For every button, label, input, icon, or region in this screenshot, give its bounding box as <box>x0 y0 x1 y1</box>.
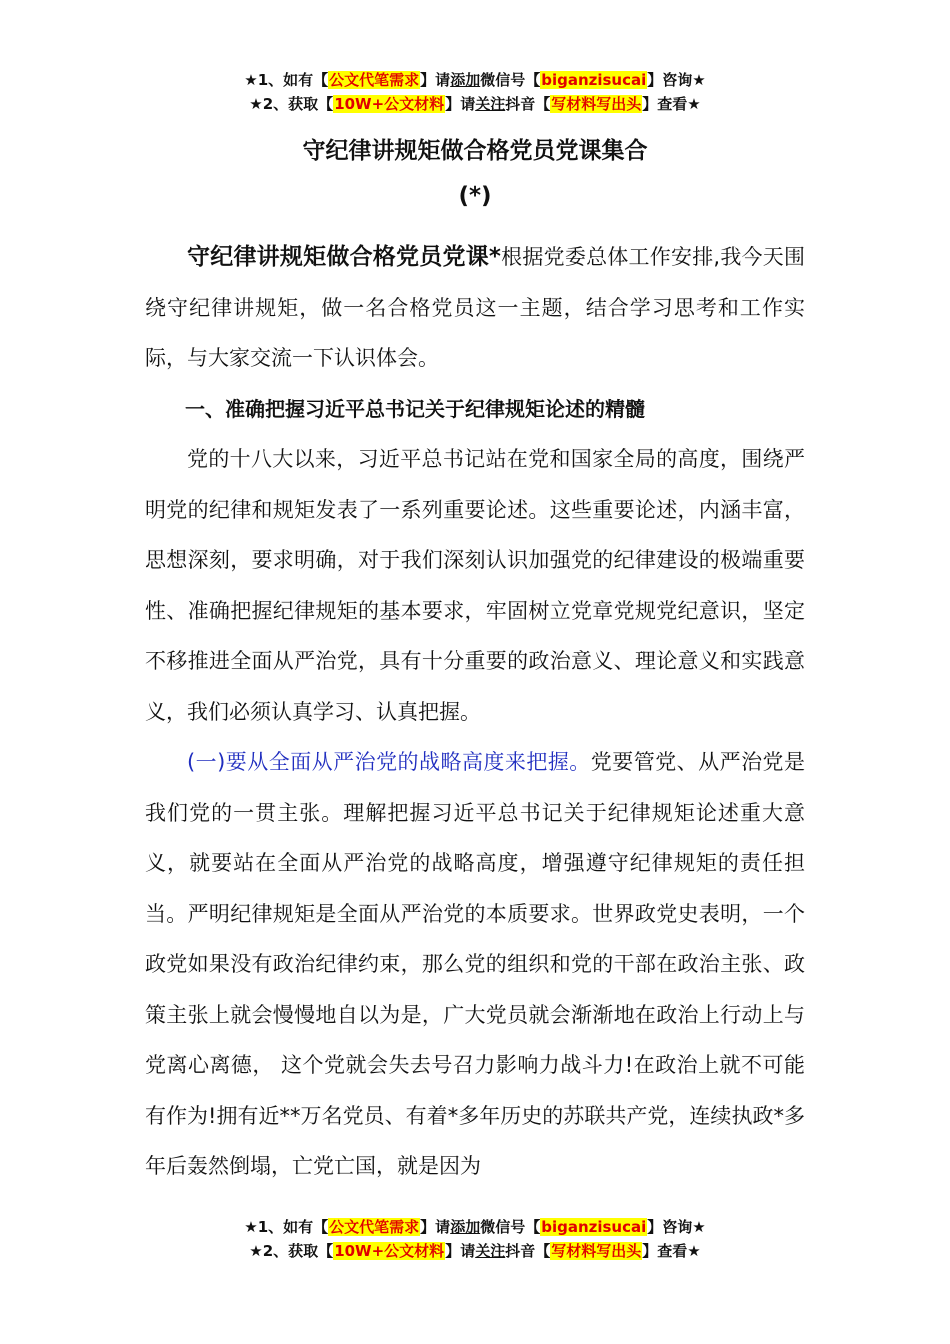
subsection-text-1: 党要管党、从严治党是我们党的一贯主张。理解把握习近平总书记关于纪律规矩论述重大意义，就要站在全面从严治党的战略高度，增强遵守纪律规矩的责任担当。严明纪律规矩是全面从严治党的本质要求。世界政党史表明，一个政党如果没有政治纪律约束，那么党的组织和党的干部在政治主张、政策主张上就会慢慢地自以为是，广大党员就会渐渐地在政治上行动上与党离心离德， 这个党就会失去号召力影响力战斗力!在政治上就不可能有作为!拥有近**万名党员、有着*多年历史的苏联共产党，连续执政*多年后轰然倒塌，亡党亡国，就是因为 <box>145 750 806 1178</box>
banner-underline: 添加 <box>450 1218 481 1236</box>
banner-text: 】咨询★ <box>647 1218 706 1236</box>
banner-text: 】请 <box>445 95 476 113</box>
banner-text: 】咨询★ <box>647 71 706 89</box>
document-title: 守纪律讲规矩做合格党员党课集合 <box>302 138 648 164</box>
banner-line-1 <box>0 1215 950 1239</box>
document-body <box>145 232 805 1192</box>
banner-highlight: 10W+公文材料 <box>334 95 445 113</box>
banner-text: ★1、如有【 <box>244 71 329 89</box>
lead-text: 根据党委总体工作安排,我今天围绕守纪律讲规矩，做一名合格党员这一主题，结合学习思考和工作实际，与大家交流一下认识体会。 <box>145 245 805 370</box>
banner-underline: 关注 <box>475 95 506 113</box>
banner-highlight: 写材料写出头 <box>551 95 642 113</box>
banner-text: 】查看★ <box>642 95 701 113</box>
section-heading-1: 一、准确把握习近平总书记关于纪律规矩论述的精髓 <box>185 396 645 421</box>
banner-highlight: 10W+公文材料 <box>334 1242 445 1260</box>
banner-text: 】请 <box>420 71 451 89</box>
banner-highlight: biganzisucai <box>541 1218 647 1236</box>
subsection-heading-1: (一)要从全面从严治党的战略高度来把握。 <box>187 750 591 774</box>
banner-text: 】查看★ <box>642 1242 701 1260</box>
banner-text: 微信号【 <box>480 71 541 89</box>
banner-line-2 <box>0 92 950 116</box>
banner-line-2 <box>0 1239 950 1263</box>
banner-underline: 关注 <box>475 1242 506 1260</box>
document-subtitle: (*) <box>458 183 492 209</box>
banner-text: 抖音【 <box>505 95 551 113</box>
paragraph-1: 党的十八大以来，习近平总书记站在党和国家全局的高度，围绕严明党的纪律和规矩发表了一系列重要论述。这些重要论述，内涵丰富，思想深刻，要求明确，对于我们深刻认识加强党的纪律建设的极端重要性、准确把握纪律规矩的基本要求，牢固树立党章党规党纪意识，坚定不移推进全面从严治党，具有十分重要的政治意义、理论意义和实践意义，我们必须认真学习、认真把握。 <box>145 447 805 724</box>
banner-text: ★2、获取【 <box>249 1242 334 1260</box>
banner-text: 】请 <box>420 1218 451 1236</box>
banner-underline: 添加 <box>450 71 481 89</box>
banner-line-1 <box>0 68 950 92</box>
banner-highlight: biganzisucai <box>541 71 647 89</box>
banner-highlight: 公文代笔需求 <box>329 1218 420 1236</box>
footer-banner <box>0 1215 950 1263</box>
lead-paragraph <box>145 232 805 384</box>
banner-text: 微信号【 <box>480 1218 541 1236</box>
banner-text: ★1、如有【 <box>244 1218 329 1236</box>
banner-highlight: 写材料写出头 <box>551 1242 642 1260</box>
banner-highlight: 公文代笔需求 <box>329 71 420 89</box>
header-banner <box>0 68 950 116</box>
lead-bold-title: 守纪律讲规矩做合格党员党课* <box>187 244 501 270</box>
subsection-paragraph-1 <box>145 737 805 1192</box>
banner-text: 抖音【 <box>505 1242 551 1260</box>
banner-text: 】请 <box>445 1242 476 1260</box>
banner-text: ★2、获取【 <box>249 95 334 113</box>
